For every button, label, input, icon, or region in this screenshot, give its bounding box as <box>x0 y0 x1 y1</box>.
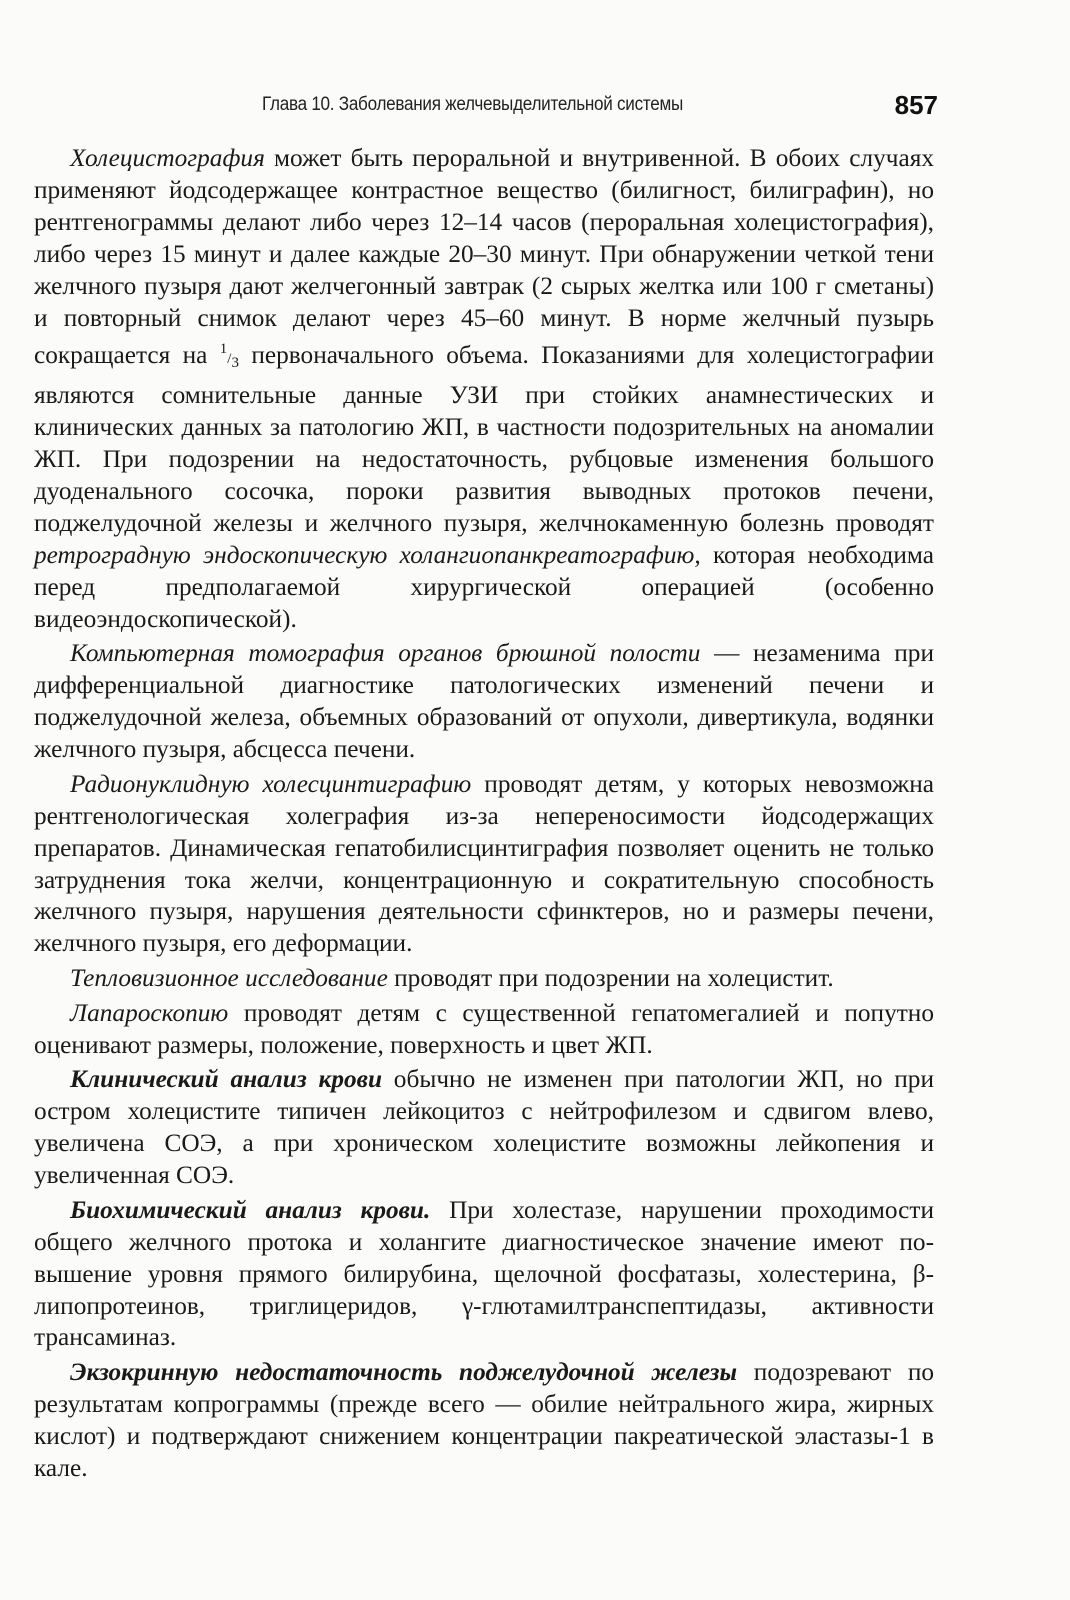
paragraph-blood-count <box>34 1064 934 1192</box>
paragraph-text: проводят при подозрении на холецистит. <box>387 964 834 993</box>
term-biochemistry: Биохимический анализ крови. <box>70 1195 431 1224</box>
term-ct: Компьютерная томография органов брюшной полости <box>70 639 701 668</box>
paragraph-text: подозревают по результатам копрограммы (прежде всего — обилие нейтрального жира, жирных кислот) и подтверждают снижением концентрации пакреатической эластазы-1 в кале. <box>34 1358 935 1482</box>
term-laparoscopy: Лапароскопию <box>70 998 229 1027</box>
term-thermography: Тепловизионное исследование <box>70 964 388 993</box>
paragraph-text: обычно не изменен при патологии ЖП, но при остром холецистите типичен лейкоцитоз с нейтрофилезом и сдвигом влево, увеличена СОЭ, а при хроническом холецистите возможны лейкопения и увеличенная СОЭ. <box>34 1065 934 1190</box>
paragraph-text: При холестазе, нарушении проходимости общего желчного протока и холангите диагностическое значение имеют повышение уровня прямого билирубина, щелочной фосфатазы, холестерина, β-липопротеинов, триглицеридов, γ-глютамилтранспептидазы, активности трансаминаз. <box>34 1195 934 1352</box>
body-text <box>34 143 934 1485</box>
term-cholecystography: Холецистография <box>70 144 265 172</box>
term-ercp: ретроградную эндоскопическую холангиопанкреатографию, <box>34 540 701 569</box>
fraction-denominator: 3 <box>231 355 239 372</box>
paragraph-text: — незаменима при дифференциальной диагностике патологических изменений печени и поджелудочной железа, объемных образований от опухоли, дивертикула, водянки желчного пузыря, абсцесса печени. <box>34 639 934 764</box>
chapter-title: Глава 10. Заболевания желчевыделительной системы <box>262 94 683 115</box>
paragraph-text: проводят детям, у которых невозможна рентгенологическая холеграфия из-за непереносимости йодсодержащих препаратов. Динамическая гепатобилисцинтиграфия позволяет оценить не только затруднения тока желчи, концентрационную и сократительную способность желчного пузыря, нарушения деятельности сфинктеров, но и размеры печени, желчного пузыря, его деформации. <box>34 769 934 958</box>
paragraph-text: проводят детям с существенной гепатомегалией и попутно оценивают размеры, положение, поверхность и цвет ЖП. <box>34 998 934 1059</box>
paragraph-biochemistry <box>34 1195 934 1355</box>
paragraph-cholecystography <box>34 143 934 636</box>
paragraph-text: которая необходима перед предполагаемой хирургической операцией (особенно видеоэндоскопической). <box>34 540 934 633</box>
term-blood-count: Клинический анализ крови <box>70 1065 383 1094</box>
term-exocrine: Экзокринную недостаточность поджелудочной железы <box>70 1358 738 1387</box>
paragraph-text: может быть пероральной и внутривенной. В обоих случаях применяют йодсодержащее контрастное вещество (билигност, билиграфин), но рентгенограммы делают либо через 12–14 часов (пероральная холецистография), либо через 15 минут и далее каждые 20–30 минут. При обнаружении четкой тени желчного пузыря дают желчегонный завтрак (2 сырых желтка или 100 г сметаны) и повторный снимок делают через 45–60 минут. В норме желчный пузырь сокращается на <box>34 144 934 370</box>
fraction-one-third: 1/3 <box>219 341 239 372</box>
term-scintigraphy: Радионуклидную холесцинтиграфию <box>70 769 472 798</box>
paragraph-scintigraphy <box>34 769 934 960</box>
fraction-numerator: 1 <box>219 341 228 358</box>
paragraph-laparoscopy <box>34 998 934 1062</box>
paragraph-text: первоначального объема. Показаниями для холецистографии являются сомнительные данные УЗИ при стойких анамнестических и клинических данных за патологию ЖП, в частности подозрительных на аномалии ЖП. При подозрении на недостаточность, рубцовые изменения большого дуоденального сосочка, пороки развития выводных протоков печени, поджелудочной железы и желчного пузыря, желчнокаменную болезнь проводят <box>34 341 934 537</box>
page-number: 857 <box>894 90 938 120</box>
paragraph-exocrine <box>34 1357 934 1485</box>
running-head <box>262 90 938 128</box>
paragraph-thermography <box>34 963 934 995</box>
paragraph-ct <box>34 638 934 766</box>
